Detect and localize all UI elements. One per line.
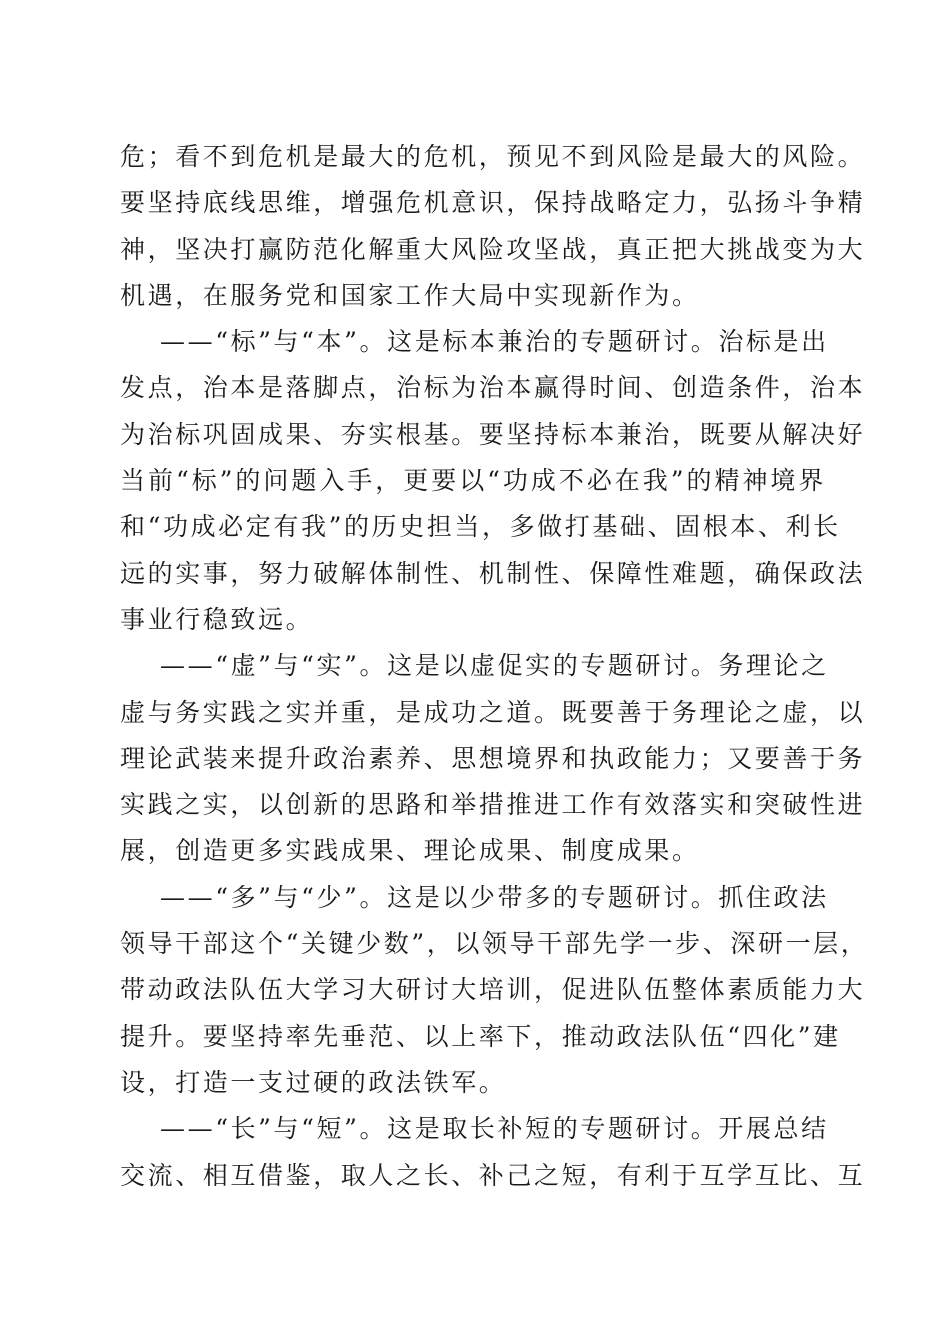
text-line: 和“功成必定有我”的历史担当，多做打基础、固根本、利长 <box>120 512 841 542</box>
text-line: 发点，治本是落脚点，治标为治本赢得时间、创造条件，治本 <box>120 373 866 403</box>
text-line: 要坚持底线思维，增强危机意识，保持战略定力，弘扬斗争精 <box>120 188 866 218</box>
text-line: 带动政法队伍大学习大研讨大培训，促进队伍整体素质能力大 <box>120 975 866 1005</box>
text-line: 虚与务实践之实并重，是成功之道。既要善于务理论之虚，以 <box>120 697 866 727</box>
text-line: 提升。要坚持率先垂范、以上率下，推动政法队伍“四化”建 <box>120 1021 841 1051</box>
text-line: 远的实事，努力破解体制性、机制性、保障性难题，确保政法 <box>120 558 866 588</box>
paragraph-heading-line: ——“长”与“短”。这是取长补短的专题研讨。开展总结 <box>160 1114 829 1144</box>
text-line: 展，创造更多实践成果、理论成果、制度成果。 <box>120 836 700 866</box>
paragraph-heading-line: ——“虚”与“实”。这是以虚促实的专题研讨。务理论之 <box>160 651 829 681</box>
text-line: 领导干部这个“关键少数”，以领导干部先学一步、深研一层， <box>120 929 869 959</box>
text-line: 交流、相互借鉴，取人之长、补己之短，有利于互学互比、互 <box>120 1160 866 1190</box>
text-line: 为治标巩固成果、夯实根基。要坚持标本兼治，既要从解决好 <box>120 419 866 449</box>
text-line: 事业行稳致远。 <box>120 604 314 634</box>
text-line: 机遇，在服务党和国家工作大局中实现新作为。 <box>120 280 700 310</box>
paragraph-heading-line: ——“标”与“本”。这是标本兼治的专题研讨。治标是出 <box>160 327 829 357</box>
text-line: 当前“标”的问题入手，更要以“功成不必在我”的精神境界 <box>120 466 826 496</box>
text-line: 危；看不到危机是最大的危机，预见不到风险是最大的风险。 <box>120 142 866 171</box>
text-line: 设，打造一支过硬的政法铁军。 <box>120 1067 507 1097</box>
paragraph-heading-line: ——“多”与“少”。这是以少带多的专题研讨。抓住政法 <box>160 882 829 912</box>
text-line: 理论武装来提升政治素养、思想境界和执政能力；又要善于务 <box>120 743 866 773</box>
text-line: 神，坚决打赢防范化解重大风险攻坚战，真正把大挑战变为大 <box>120 234 866 264</box>
text-line: 实践之实，以创新的思路和举措推进工作有效落实和突破性进 <box>120 790 866 820</box>
document-body <box>120 134 869 1199</box>
